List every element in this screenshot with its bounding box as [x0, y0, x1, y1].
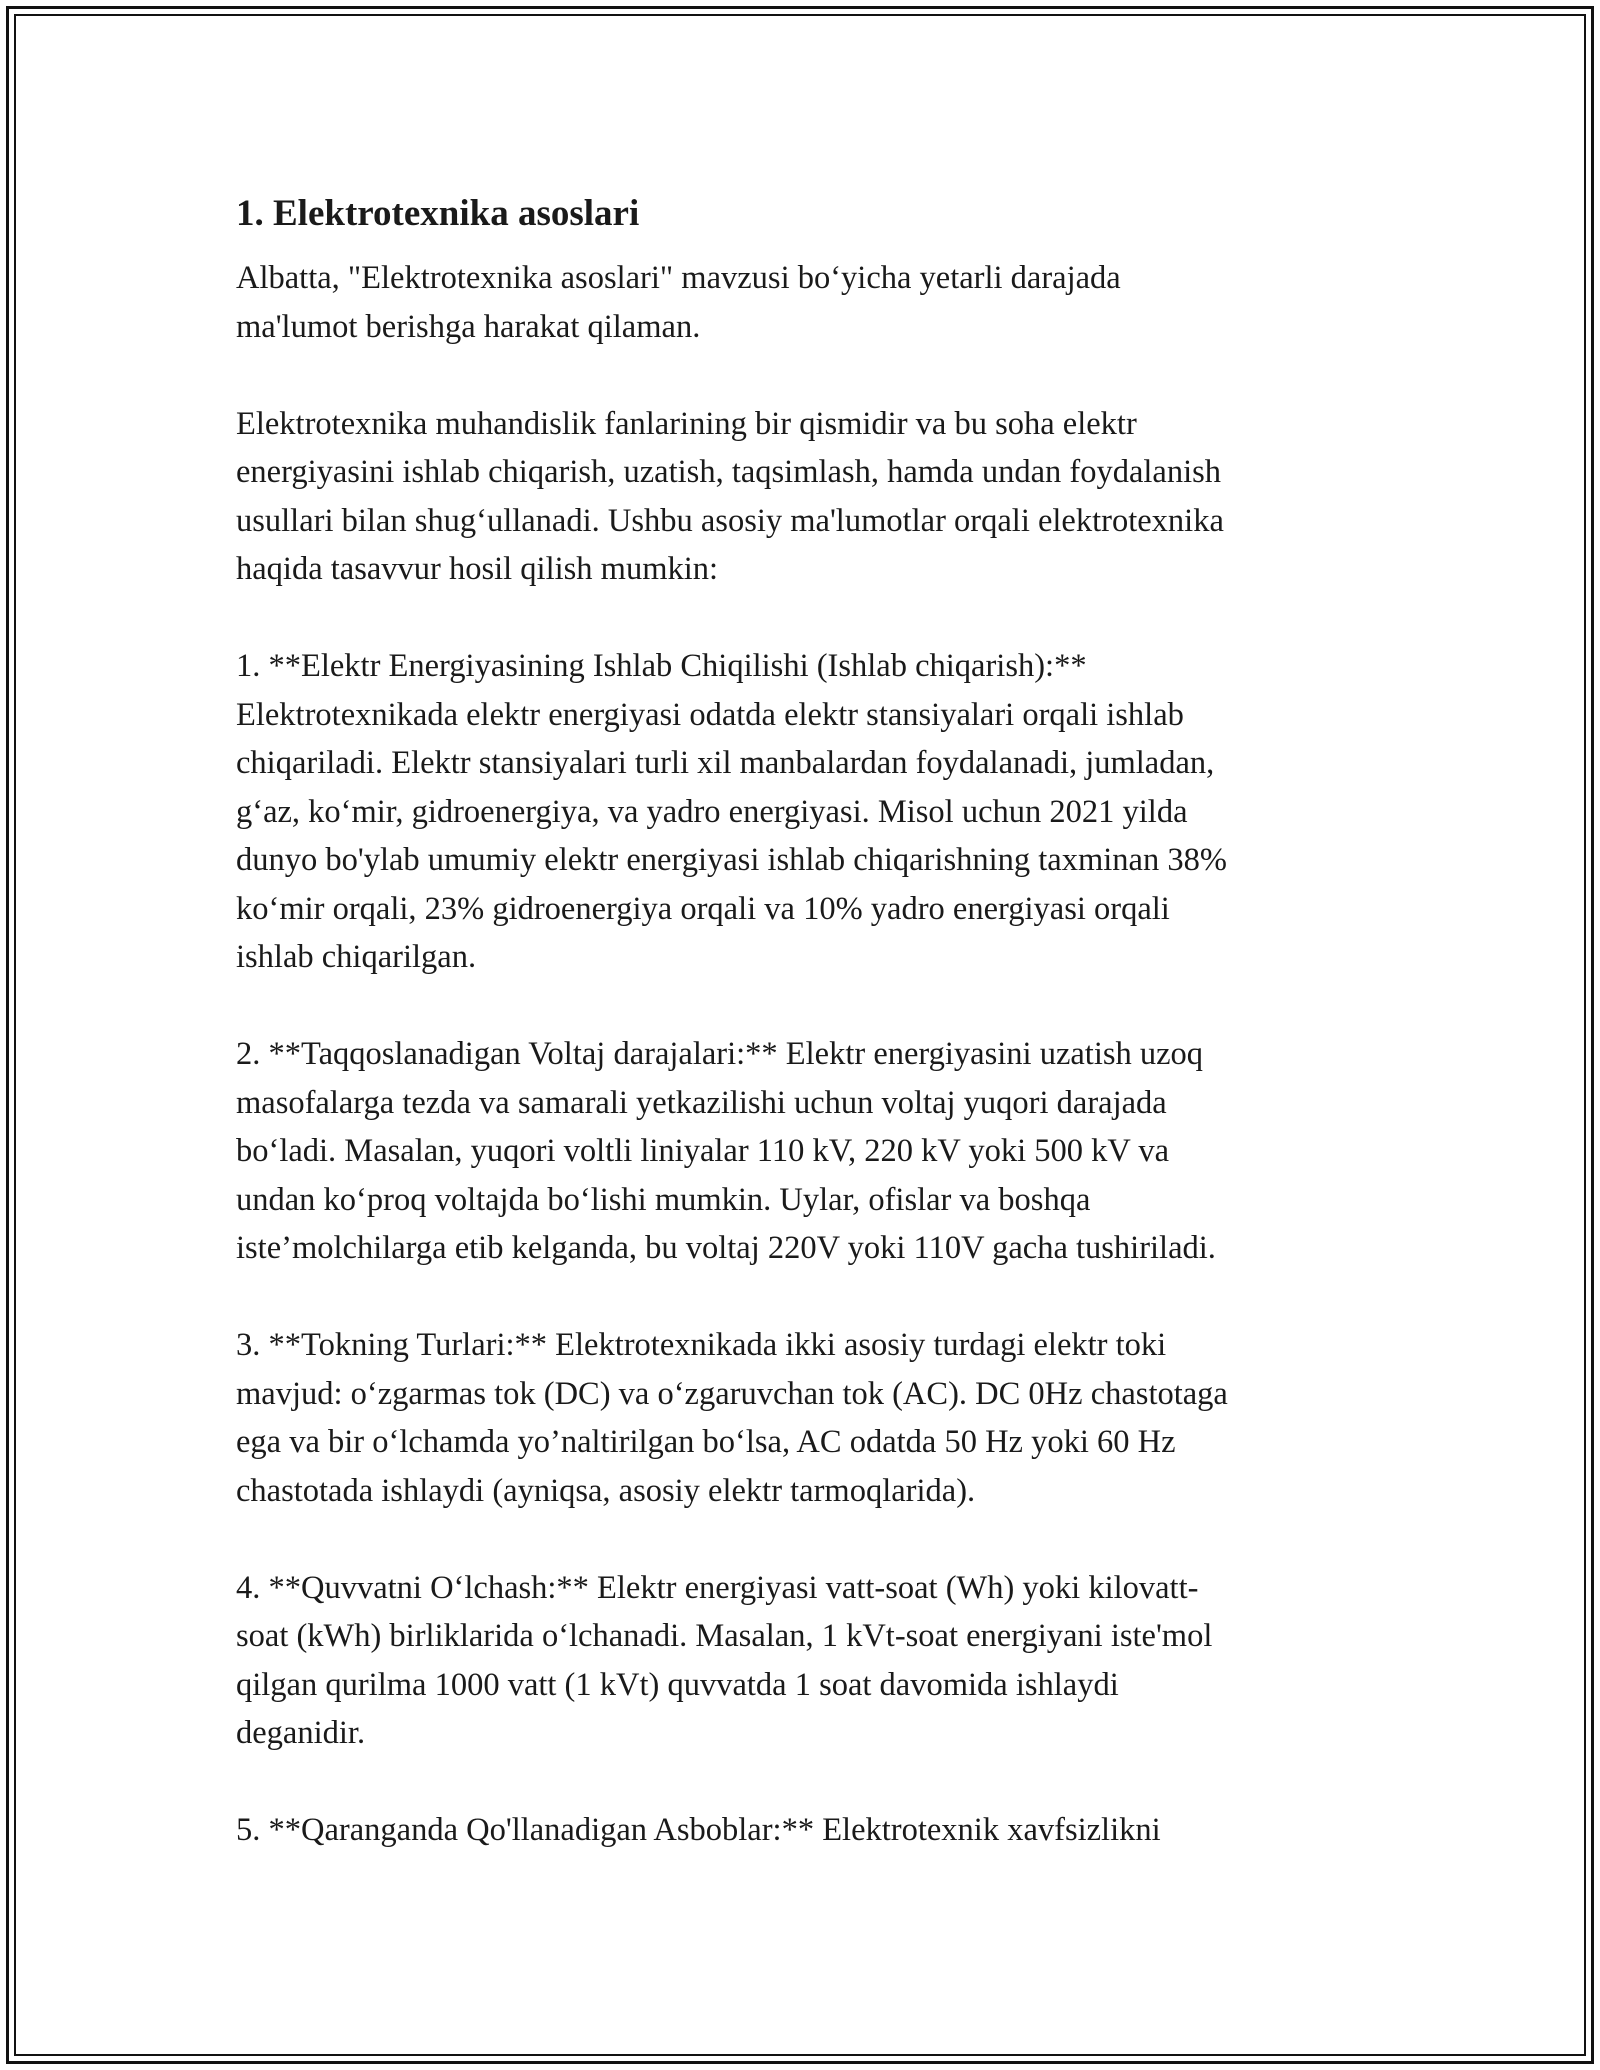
paragraph-overview: Elektrotexnika muhandislik fanlarining bir qismidir va bu soha elektr energiyasini ishlab chiqarish, uzatish, taqsimlash, hamda undan foydalanish usullari bilan shug‘ullanadi. Ushbu asosiy ma'lumotlar orqali elektrotexnika haqida tasavvur hosil qilish mumkin: [236, 405, 1224, 587]
paragraph-item-4: 4. **Quvvatni O‘lchash:** Elektr energiyasi vatt-soat (Wh) yoki kilovatt- soat (kWh) birliklarida o‘lchanadi. Masalan, 1 kVt-soat energiyani iste'mol qilgan qurilma 1000 vatt (1 kVt) quvvatda 1 soat davomida ishlaydi deganidir. [236, 1569, 1213, 1751]
paragraph-intro: Albatta, "Elektrotexnika asoslari" mavzusi bo‘yicha yetarli darajada ma'lumot berishga harakat qilaman. [236, 260, 1121, 345]
document-heading: 1. Elektrotexnika asoslari [236, 193, 640, 234]
paragraph-item-3: 3. **Tokning Turlari:** Elektrotexnikada ikki asosiy turdagi elektr toki mavjud: o‘zgarmas tok (DC) va o‘zgaruvchan tok (AC). DC 0Hz chastotaga ega va bir o‘lchamda yo’naltirilgan bo‘lsa, AC odatda 50 Hz yoki 60 Hz chastotada ishlaydi (ayniqsa, asosiy elektr tarmoqlarida). [236, 1327, 1228, 1509]
paragraph-item-5: 5. **Qaranganda Qo'llanadigan Asboblar:** Elektrotexnik xavfsizlikni [236, 1812, 1161, 1848]
document-body [236, 188, 1366, 1903]
paragraph-item-1: 1. **Elektr Energiyasining Ishlab Chiqilishi (Ishlab chiqarish):** Elektrotexnikada elektr energiyasi odatda elektr stansiyalari orqali ishlab chiqariladi. Elektr stansiyalari turli xil manbalardan foydalanadi, jumladan, g‘az, ko‘mir, gidroenergiya, va yadro energiyasi. Misol uchun 2021 yilda dunyo bo'ylab umumiy elektr energiyasi ishlab chiqarishning taxminan 38% ko‘mir orqali, 23% gidroenergiya orqali va 10% yadro energiyasi orqali ishlab chiqarilgan. [236, 648, 1227, 975]
paragraph-item-2: 2. **Taqqoslanadigan Voltaj darajalari:** Elektr energiyasini uzatish uzoq masofalarga tezda va samarali yetkazilishi uchun voltaj yuqori darajada bo‘ladi. Masalan, yuqori voltli liniyalar 110 kV, 220 kV yoki 500 kV va undan ko‘proq voltajda bo‘lishi mumkin. Uylar, ofislar va boshqa iste’molchilarga etib kelganda, bu voltaj 220V yoki 110V gacha tushiriladi. [236, 1036, 1216, 1266]
